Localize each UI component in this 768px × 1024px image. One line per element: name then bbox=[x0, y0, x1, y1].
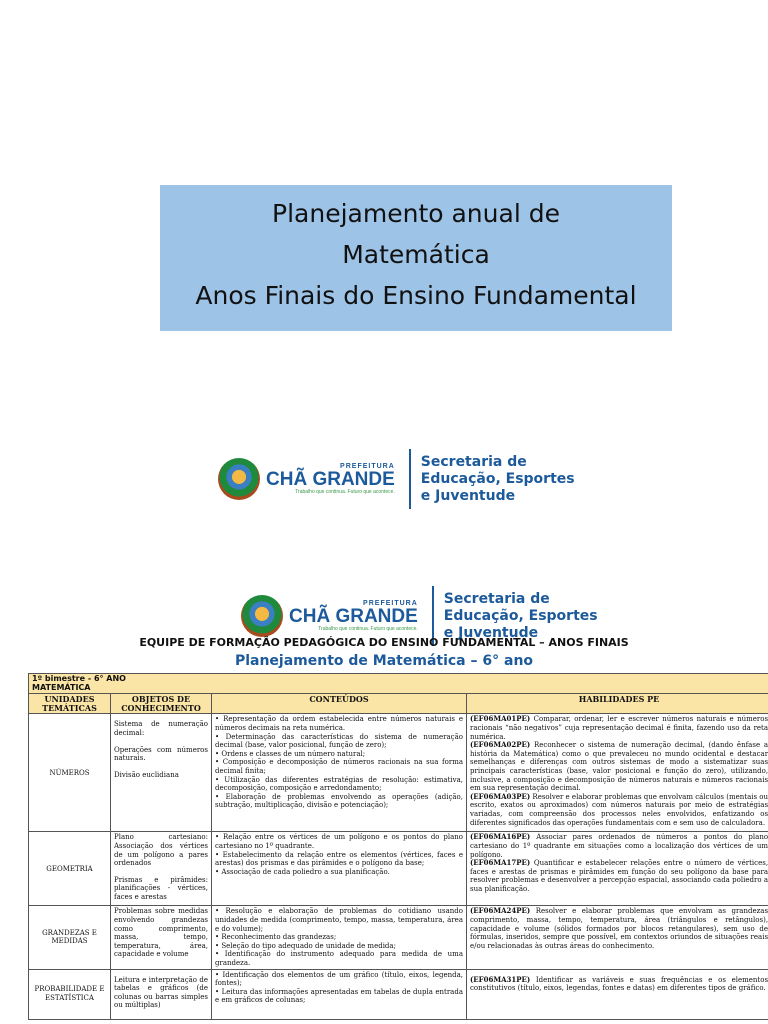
habilidade-code: (EF06MA31PE) bbox=[470, 974, 531, 984]
cover-title-line-2: Matemática bbox=[342, 240, 490, 269]
objetos-cell bbox=[111, 714, 212, 832]
brand-block bbox=[266, 463, 395, 495]
habilidades-cell bbox=[467, 832, 768, 906]
objeto-item: Leitura e interpretação de tabelas e gráficos (de colunas ou barras simples ou múltiplas) bbox=[114, 975, 208, 1010]
secretaria-name bbox=[444, 591, 598, 642]
secretaria-line-1: Secretaria de bbox=[443, 590, 550, 607]
conteudo-item: • Resolução e elaboração de problemas do cotidiano usando unidades de medida (comprimento, tempo, massa, temperatura, área e do volume); bbox=[215, 907, 463, 933]
habilidade-text: Associar pares ordenados de números a pontos do plano cartesiano do 1º quadrante em situações como a localização dos vértices de um polígono. bbox=[470, 833, 768, 859]
conteudo-item: • Associação de cada poliedro a sua planificação. bbox=[215, 867, 390, 876]
logo-chagrande bbox=[218, 449, 575, 509]
column-header-objetos: OBJETOS DE CONHECIMENTO bbox=[111, 694, 212, 714]
conteudo-item: • Estabelecimento da relação entre os elementos (vértices, faces e arestas) dos prismas e das pirâmides e o polígono da base; bbox=[215, 850, 463, 868]
conteudo-item: • Reconhecimento das grandezas; bbox=[215, 933, 337, 942]
objeto-item: Sistema de numeração decimal: bbox=[114, 720, 208, 737]
secretaria-line-2: Educação, Esportes bbox=[443, 607, 598, 624]
column-header-habilidades: HABILIDADES PE bbox=[467, 694, 768, 714]
cover-title-line-1: Planejamento anual de bbox=[272, 199, 560, 228]
logo-divider bbox=[409, 449, 411, 509]
habilidades-cell bbox=[467, 906, 768, 969]
habilidade-text: Resolver e elaborar problemas que envolvam cálculos (mentais ou escrito, exatos ou aproximados) com números naturais por meio de estratégias variadas, com compreensão dos processos neles envolvidos, enfatizando os diferentes significados das operações fundamentais com e sem uso de calculadora. bbox=[470, 792, 768, 827]
secretaria-line-2: Educação, Esportes bbox=[420, 470, 575, 487]
unit-cell: NÚMEROS bbox=[29, 714, 111, 832]
brand-city: CHÃ GRANDE bbox=[266, 469, 395, 490]
table-row bbox=[29, 969, 768, 1019]
habilidade-item bbox=[470, 741, 768, 793]
conteudo-item: • Composição e decomposição de números racionais na sua forma decimal finita; bbox=[215, 758, 463, 775]
column-header-unidades: UNIDADES TEMÁTICAS bbox=[29, 694, 111, 714]
objeto-item: Plano cartesiano: Associação dos vértices de um polígono a pares ordenados bbox=[114, 833, 208, 868]
conteudos-cell bbox=[212, 906, 467, 969]
habilidade-item bbox=[470, 859, 768, 893]
objetos-cell bbox=[111, 969, 212, 1019]
conteudo-item: • Representação da ordem estabelecida entre números naturais e números decimais na reta numérica. bbox=[215, 715, 463, 732]
secretaria-line-3: e Juventude bbox=[443, 624, 539, 641]
conteudos-cell bbox=[212, 714, 467, 832]
brand-block bbox=[289, 600, 418, 632]
table-header-row bbox=[29, 694, 768, 714]
brand-prefeitura: PREFEITURA bbox=[340, 463, 395, 470]
planning-table bbox=[28, 673, 768, 1020]
brand-slogan: Trabalho que continua. Futuro que acontece. bbox=[318, 626, 418, 632]
conteudo-item: • Identificação dos elementos de um gráfico (título, eixos, legenda, fontes); bbox=[215, 970, 463, 988]
bimestre-label: 1º bimestre - 6° ANO bbox=[32, 674, 126, 683]
conteudos-cell bbox=[212, 832, 467, 906]
conteudo-item: • Ordens e classes de um número natural; bbox=[215, 749, 366, 758]
conteudo-item: • Relação entre os vértices de um polígono e os pontos do plano cartesiano no 1º quadrante. bbox=[215, 833, 463, 850]
objeto-item: Operações com números naturais. bbox=[114, 745, 208, 763]
conteudo-item: • Identificação do instrumento adequado para medida de uma grandeza. bbox=[215, 950, 463, 967]
objetos-cell bbox=[111, 832, 212, 906]
secretaria-name bbox=[421, 454, 575, 505]
objeto-item: Problemas sobre medidas envolvendo grandezas como comprimento, massa, tempo, temperatura, área, capacidade e volume bbox=[114, 907, 208, 959]
conteudo-item: • Leitura das informações apresentadas em tabelas de dupla entrada e em gráficos de colunas; bbox=[215, 987, 463, 1005]
habilidade-code: (EF06MA02PE) bbox=[470, 740, 531, 750]
habilidade-code: (EF06MA17PE) bbox=[470, 858, 531, 868]
brand-slogan: Trabalho que continua. Futuro que acontece. bbox=[295, 489, 395, 495]
secretaria-line-1: Secretaria de bbox=[420, 453, 527, 470]
unit-cell: PROBABILIDADE E ESTATÍSTICA bbox=[29, 969, 111, 1019]
objetos-cell bbox=[111, 906, 212, 969]
conteudo-item: • Elaboração de problemas envolvendo as operações (adição, subtração, multiplicação, divisão e potenciação); bbox=[215, 792, 463, 810]
habilidade-text: Comparar, ordenar, ler e escrever números naturais e números racionais “não negativos” cuja representação decimal é finita, fazendo uso da reta numérica. bbox=[470, 715, 768, 741]
conteudo-item: • Determinação das características do sistema de numeração decimal (base, valor posicional, função de zero); bbox=[215, 732, 463, 750]
habilidades-cell bbox=[467, 969, 768, 1019]
city-emblem-icon bbox=[241, 595, 283, 637]
city-emblem-icon bbox=[218, 458, 260, 500]
objeto-item: Divisão euclidiana bbox=[114, 770, 179, 779]
cover-title-line-3: Anos Finais do Ensino Fundamental bbox=[195, 281, 637, 310]
subject-label: MATEMÁTICA bbox=[32, 682, 91, 692]
habilidade-code: (EF06MA03PE) bbox=[470, 791, 531, 801]
habilidade-code: (EF06MA01PE) bbox=[470, 714, 531, 724]
habilidade-item bbox=[470, 715, 768, 741]
bimestre-header bbox=[29, 674, 768, 694]
habilidade-item bbox=[470, 793, 768, 827]
habilidade-item bbox=[470, 907, 768, 950]
brand-city: CHÃ GRANDE bbox=[289, 606, 418, 627]
unit-cell: GRANDEZAS E MEDIDAS bbox=[29, 906, 111, 969]
conteudo-item: • Utilização das diferentes estratégias de resolução: estimativa, decomposição, composição e arredondamento; bbox=[215, 775, 463, 793]
equipe-heading: EQUIPE DE FORMAÇÃO PEDAGÓGICA DO ENSINO FUNDAMENTAL – ANOS FINAIS bbox=[139, 636, 629, 649]
habilidades-cell bbox=[467, 714, 768, 832]
table-row bbox=[29, 832, 768, 906]
cover-title-box bbox=[160, 185, 672, 331]
habilidade-code: (EF06MA24PE) bbox=[470, 906, 531, 916]
habilidade-code: (EF06MA16PE) bbox=[470, 832, 531, 842]
brand-prefeitura: PREFEITURA bbox=[363, 600, 418, 607]
table-row bbox=[29, 714, 768, 832]
habilidade-item bbox=[470, 976, 768, 993]
conteudo-item: • Seleção do tipo adequado de unidade de medida; bbox=[215, 941, 396, 950]
objeto-item: Prismas e pirâmides: planificações - vértices, faces e arestas bbox=[114, 875, 208, 901]
table-row bbox=[29, 906, 768, 969]
conteudos-cell bbox=[212, 969, 467, 1019]
habilidade-text: Resolver e elaborar problemas que envolvam as grandezas comprimento, massa, tempo, temperatura, área (triângulos e retângulos), capacidade e volume (sólidos formados por blocos retangulares), sem uso de fórmulas, inseridos, sempre que possível, em contextos oriundos de situações reais e/ou relacionadas às outras áreas do conhecimento. bbox=[470, 907, 768, 950]
habilidade-text: Identificar as variáveis e suas frequências e os elementos constitutivos (título, eixos, legendas, fontes e datas) em diferentes tipos de gráfico. bbox=[470, 975, 768, 993]
unit-cell: GEOMETRIA bbox=[29, 832, 111, 906]
secretaria-line-3: e Juventude bbox=[420, 487, 516, 504]
habilidade-item bbox=[470, 833, 768, 859]
column-header-conteudos: CONTEÚDOS bbox=[212, 694, 467, 714]
planejamento-heading: Planejamento de Matemática – 6° ano bbox=[234, 653, 534, 669]
habilidade-text: Quantificar e estabelecer relações entre o número de vértices, faces e arestas de prismas e pirâmides em função do seu polígono da base para resolver problemas e desenvolver a percepção espacial, associando cada poliedro a sua planificação. bbox=[470, 859, 768, 893]
habilidade-text: Reconhecer o sistema de numeração decimal, (dando ênfase a história da Matemática) como o que prevaleceu no mundo ocidental e destacar semelhanças e diferenças com outros sistemas de modo a sistematizar suas principais características (base, valor posicional e função do zero), utilizando, inclusive, a composição e decomposição de números naturais e números racionais em sua representação decimal. bbox=[470, 741, 768, 793]
